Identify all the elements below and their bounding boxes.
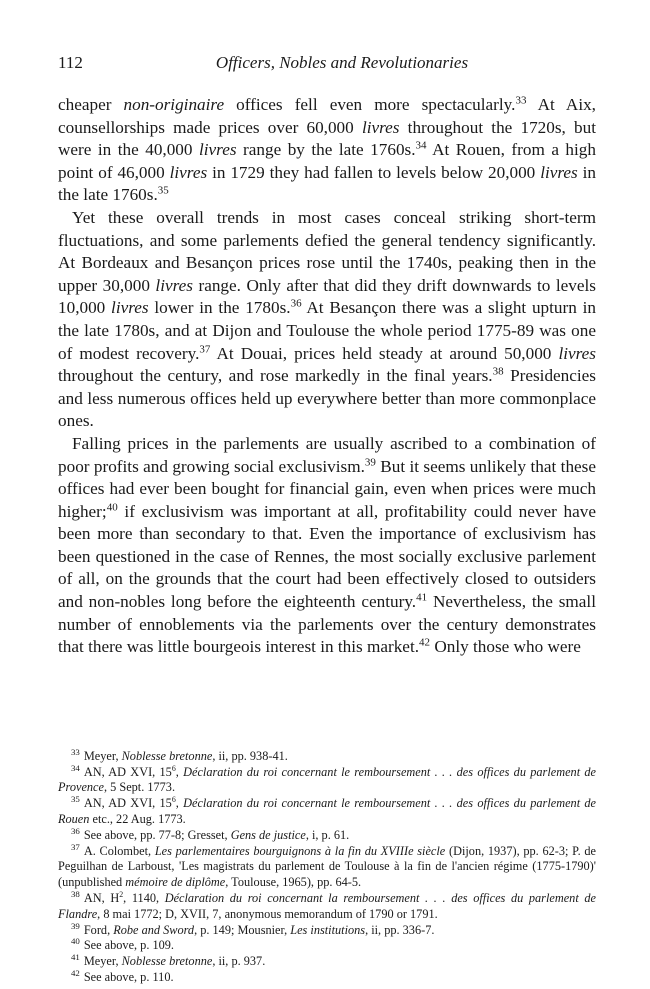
text-run: , ii, pp. 938-41. [212, 748, 288, 763]
text-run: (Dijon, 1937), pp. 62-3; P. de Peguilhan de Larboust, 'Les magistrats du parlement de Toulouse à la fin de l'ancien régime (1775-1790)' (unpublished [58, 843, 596, 890]
note-reference: 37 [199, 342, 211, 355]
note-reference: 36 [290, 297, 302, 310]
text-run: , [175, 764, 184, 779]
text-run: , p. 149; Mousnier, [194, 922, 291, 937]
footnote-number: 34 [71, 762, 80, 773]
text-run: lower in the 1780s. [148, 298, 291, 318]
note-reference: 41 [416, 591, 428, 604]
text-run: , ii, p. 937. [212, 954, 266, 969]
footnote [58, 762, 596, 797]
italic-text: mémoire de diplôme [125, 875, 226, 890]
footnote-number: 33 [71, 746, 80, 757]
text-run: range by the late 1760s. [236, 140, 416, 160]
italic-text: Les parlementaires bourguignons à la fin du XVIIIe siècle [154, 843, 446, 858]
italic-text: Les institutions [290, 922, 366, 937]
italic-text: livres [558, 343, 596, 363]
text-run: Nevertheless, the small number of ennoblements via the parlements over the century demonstrates that there was little bourgeois interest in this market. [58, 592, 596, 657]
text-run: AN, AD XVI, 15 [83, 764, 172, 779]
footnote-number: 41 [71, 952, 80, 963]
italic-text: Déclaration du roi concernant le remboursement . . . des offices du parlement de Rouen [58, 796, 596, 827]
footnote [58, 954, 596, 970]
text-run: if exclusivism was important at all, profitability could never have been more than secondary to that. Even the importance of exclusivism has been questioned in the case of Rennes, the most socially exclusive parlement of all, on the grounds that the court had been effectively closed to outsiders and non-nobles long before the eighteenth century. [58, 501, 596, 612]
footnote-number: 37 [71, 841, 80, 852]
note-reference: 6 [171, 795, 176, 805]
footnote [58, 967, 596, 986]
italic-text: Noblesse bretonne [121, 954, 213, 969]
text-run: , 5 Sept. 1773. [103, 780, 176, 795]
italic-text: livres [111, 298, 149, 318]
italic-text: livres [169, 162, 208, 182]
text-run: But it seems unlikely that these offices had ever been bought for financial gain, even when prices were much higher; [58, 456, 596, 521]
body-text [58, 94, 596, 659]
page-header [58, 52, 596, 78]
text-run: See above, p. 110. [83, 970, 174, 984]
footnotes [58, 746, 596, 986]
note-reference: 40 [106, 500, 118, 513]
italic-text: livres [199, 140, 237, 160]
footnote [58, 938, 596, 954]
text-run: in the late 1760s. [58, 162, 597, 205]
note-reference: 39 [364, 455, 376, 468]
footnote [58, 888, 596, 923]
footnote [58, 746, 596, 765]
text-run: Meyer, [83, 954, 122, 969]
text-run: Yet these overall trends in most cases conceal striking short-term fluctuations, and some parlements defied the general tendency significantly. At Bordeaux and Besançon prices rose until the 1740s, peaking then in the upper 30,000 [58, 207, 596, 295]
italic-text: Déclaration du roi concernant la remboursement . . . des offices du parlement de Flandre [58, 891, 596, 921]
note-reference: 33 [515, 94, 527, 107]
running-head: Officers, Nobles and Revolutionaries [215, 53, 469, 72]
footnote-number: 36 [71, 825, 80, 836]
body-paragraph [58, 207, 596, 433]
footnote [58, 825, 596, 844]
text-run: in 1729 they had fallen to levels below 20,000 [207, 162, 541, 182]
text-run: , 1140, [123, 891, 165, 906]
footnote-number: 42 [71, 967, 80, 978]
note-reference: 6 [171, 763, 176, 773]
footnote-number: 35 [71, 794, 80, 805]
note-reference: 42 [419, 636, 431, 649]
text-run: See above, p. 109. [83, 938, 174, 953]
note-reference: 35 [157, 184, 169, 197]
text-run: Presidencies and less numerous offices held up everywhere better than more commonplace ones. [58, 366, 596, 431]
text-run: Ford, [83, 922, 114, 937]
body-paragraph [58, 433, 596, 659]
text-run: range. Only after that did they drift downwards to levels 10,000 [58, 275, 596, 318]
text-run: AN, AD XVI, 15 [83, 796, 172, 811]
text-run: Falling prices in the parlements are usually ascribed to a combination of poor profits and growing social exclusivism. [58, 433, 596, 476]
text-run: At Aix, counsellorships made prices over 60,000 [58, 95, 596, 137]
italic-text: livres [155, 275, 193, 295]
page-number: 112 [58, 53, 83, 72]
text-run: Only those who were [430, 637, 581, 657]
text-run: etc., 22 Aug. 1773. [89, 812, 186, 827]
note-reference: 38 [492, 365, 504, 378]
italic-text: Robe and Sword [113, 922, 195, 937]
italic-text: Déclaration du roi concernant le remboursement . . . des offices du parlement de Provence [58, 764, 596, 795]
italic-text: livres [361, 117, 400, 137]
text-run: , Toulouse, 1965), pp. 64-5. [225, 875, 362, 890]
text-run: A. Colombet, [83, 843, 155, 858]
text-run: cheaper [58, 95, 124, 114]
text-run: offices fell even more spectacularly. [224, 95, 516, 114]
footnote [58, 796, 596, 828]
text-run: AN, H [83, 891, 120, 906]
italic-text: non-originaire [123, 95, 225, 114]
book-page [58, 52, 596, 986]
footnote-number: 38 [71, 888, 80, 899]
body-paragraph [58, 94, 596, 207]
footnote [58, 841, 596, 891]
italic-text: Gens de justice [230, 827, 306, 842]
italic-text: Noblesse bretonne [121, 748, 213, 763]
note-reference: 34 [415, 139, 427, 152]
text-run: , 8 mai 1772; D, XVII, 7, anonymous memorandum of 1790 or 1791. [97, 906, 438, 921]
footnote [58, 920, 596, 939]
text-run: throughout the 1720s, but were in the 40,000 [58, 117, 596, 160]
text-run: throughout the century, and rose markedly in the final years. [58, 366, 493, 386]
footnote-number: 40 [71, 936, 80, 947]
footnote-number: 39 [71, 920, 80, 931]
text-run: , ii, pp. 336-7. [365, 922, 435, 937]
text-run: , i, p. 61. [305, 827, 350, 842]
note-reference: 2 [119, 889, 124, 899]
italic-text: livres [540, 162, 578, 182]
text-run: At Besançon there was a slight upturn in the late 1780s, and at Dijon and Toulouse the whole period 1775-89 was one of modest recovery. [58, 298, 596, 363]
text-run: At Douai, prices held steady at around 50,000 [210, 343, 559, 363]
text-run: , [175, 796, 184, 811]
text-run: See above, pp. 77-8; Gresset, [83, 827, 231, 842]
text-run: At Rouen, from a high point of 46,000 [58, 140, 596, 182]
text-run: Meyer, [83, 748, 122, 763]
